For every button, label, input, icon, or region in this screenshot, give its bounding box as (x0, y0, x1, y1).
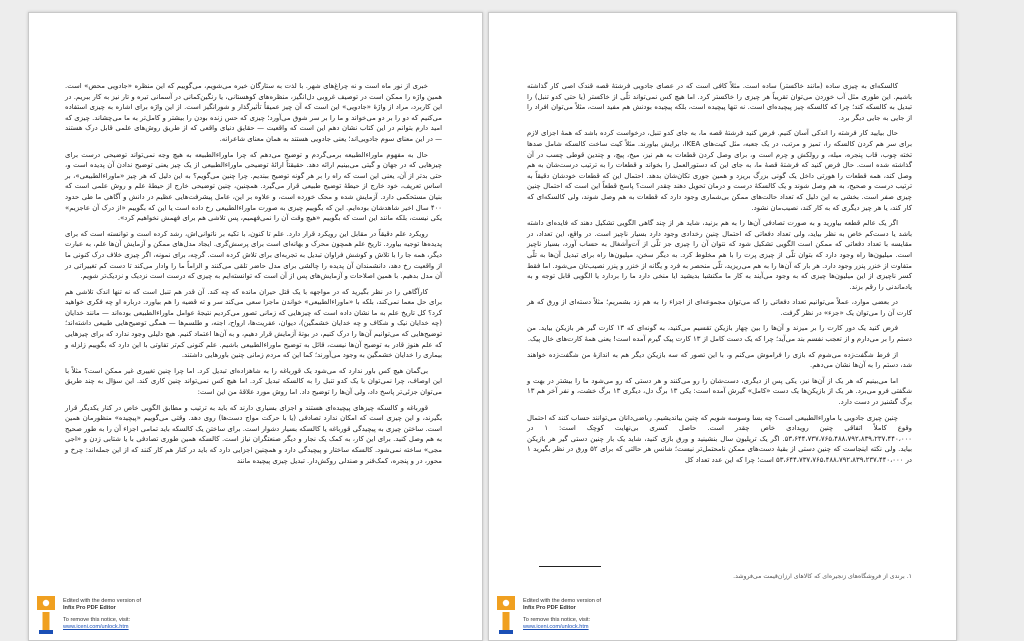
watermark-link[interactable]: www.iceni.com/unlock.htm (523, 624, 589, 630)
paragraph: قورباغه و کالسکه چیزهای پیچیده‌ای هستند و اجزای بسیاری دارند که باید به ترتیب و مطابق الگویی خاص در کنار یکدیگر قرار بگیرند، و این چیزی است که امکان ندارد تصادفی (یا با حرکت مواج دست‌ها) روی دهد. وقتی می‌گوییم «پیچیده» منظورمان همین است. ساختن چیزی به پیچیدگی قورباغه یا کالسکه بسیار دشوار است. برای ساختن یک کالسکه باید تمامی اجزاء آن را به طور صحیح به هم وصل کنید. برای این کار، به کمک یک نجار و دیگر صنعتگران نیاز است. کالسکه همین طوری تصادفی با یا شتابی زدن و «اجی مجی» ساخته نمی‌شود. کالسکه ساختار و پیچیدگی دارد و همچنین اجزایی دارد که باید در کنار هم کار کنند که از این جمله‌اند: چرخ و محور، در و پنجره، کمک‌فنر و صندلی روکش‌دار. تبدیل چیزی پیچیده مانند (65, 403, 442, 465)
paragraph: رویکرد علم دقیقاً در مقابل این رویکرد قرار دارد. علم تا کنون، با تکیه بر ناتوانی‌اش، رشد کرده است و توانسته است که برای پدیده‌ها توجیه بیاورد. تاریخ علم همچون محرک و بهانه‌ای است برای پرسش‌گری. ایجاد مدل‌های ممکن و آزمایش آن‌ها علم، به عبارت دیگر، همه جا را با تلاش و کوشش فراوان تبدیل به تجربه‌ای برای تلاش کرده است. گرچه، برای نمونه، اگر چیزی خلاف درک کنونی ما از واقعیت رخ دهد، دانشمندان آن پدیده را چالشی برای مدل حاضر تلقی می‌کنند و الزاماً ما را وادار می‌کند تا دست کم تغییراتی در آن مدل بدهیم. با همین اصلاحات و آزمایش‌های پس از آن است که توانسته‌ایم به چیزی که درست است نزدیک و نزدیک‌تر شویم. (65, 229, 442, 281)
demo-watermark (33, 592, 203, 636)
infix-logo-icon (33, 592, 59, 636)
paragraph: حال به مفهوم ماوراءالطبیعه برمی‌گردم و توضیح می‌دهم که چرا ماوراءالطبیعه به هیچ وجه نمی‌تواند توضیحی درست برای چیزهایی که در جهان و گیتی می‌بینیم ارائه دهد. حقیقتاً ارائهٔ توضیحی ماوراءالطبیعی از یک چیز یعنی توضیح ندادن آن پدیده است و، حتی بدتر از آن، یعنی این است که راه را بر هر گونه توضیح ببندیم. چرا چنین می‌گویم؟ به این دلیل که هر چیز «ماوراءالطبیعی»، بر اساس تعریف، خود خارج از حیطهٔ توضیح طبیعی قرار می‌گیرد. همچنین، چنین توضیحی خارج از حیطهٔ علم و روش علمی است که بنیان مستحکمی دارد. آزمایش شده و محک خورده است، و علاوه بر این، عامل پیشرفت‌هایی عظیم در دانش و آگاهی ما طی حدود ۴۰۰ سال اخیر شاهدشان بوده‌ایم. این که بگوییم چیزی به صورت ماوراءالطبیعی رخ داده است یا این که بگوییم «از درک آن عاجزیم» یکی نیست، بلکه مانند این است که بگوییم «هیچ وقت آن را نمی‌فهمیم، پس تلاشی هم برای فهمش نخواهیم کرد». (65, 150, 442, 223)
watermark-line: Edited with the demo version of (523, 598, 602, 604)
watermark-product: Infix Pro PDF Editor (63, 605, 116, 611)
footnote-divider (539, 566, 601, 567)
paragraph: در بعضی موارد، عملاً می‌توانیم تعداد دفعاتی را که می‌توان مجموعه‌ای از اجزاء را به هم زد بشمریم؛ مثلاً دسته‌ای از ورق که هر کارت آن را می‌توان یک «جزء» در نظر گرفت. (527, 298, 912, 317)
page-body (527, 81, 912, 471)
left-page (28, 12, 483, 641)
paragraph: کالسکه‌ای به چیزی ساده (مانند خاکستر) ساده است. مثلاً کافی است که در عصای جادویی فرشتهٔ قصه قندک اصی کار گذاشته باشیم. این طوری مثل آب خوردن می‌توان تقریباً هر چیزی را خاکستر کرد. اما هیچ کس نمی‌تواند تلّی از خاکستر (یا حتی کدو تنبل) را تبدیل به کالسکه کند؛ چرا که کالسکه چیز پیچیده‌ای است. نه تنها پیچیده است، بلکه پیچیده بودنش هم مفید است، مثلاً می‌توان افراد را از جایی به جایی دیگر برد. (527, 82, 912, 122)
paragraph: از فرط شگفت‌زده می‌شوم که بازی را فراموش می‌کنم و، با این تصور که سه بازیکن دیگر هم به اندازهٔ من شگفت‌زده خواهند شد، دستم را به آن‌ها نشان می‌دهم. (527, 350, 912, 370)
watermark-link[interactable]: www.iceni.com/unlock.htm (63, 624, 129, 630)
paragraph: اما می‌بینیم که هر یک از آن‌ها نیز، یکی پس از دیگری، دست‌شان را رو می‌کنند و هر دستی که رو می‌شود ما را بیشتر در بهت و شگفتی فرو می‌برد. هر یک از بازیکن‌ها یک دست «کامل» گیرش آمده است: یکی ۱۳ برگ دل، دیگری ۱۳ برگ خشت، و نفر آخر هم ۱۳ برگ گشنیز در دست دارد. (527, 376, 912, 407)
paragraph: کارآگاهی را در نظر بگیرید که در مواجهه با یک قتل حیران مانده که چه کند. آن قدر هم تنبل است که نه تنها اندک تلاشی هم برای حل معما نمی‌کند، بلکه با «ماوراءالطبیعی» خواندن ماجرا سعی می‌کند سر و ته قضیه را هم بیاورد. درباره او چه فکری خواهید کرد؟ کل تاریخ علم به ما نشان داده است که چیزهایی که زمانی تصور می‌کردیم نتیجهٔ عوامل ماوراءالطبیعی بوده‌اند — مانند خدایان (چه خدایان نیک و شکاف و چه خدایان خشمگین)، دیوان، عفریت‌ها، ارواح، اجنه، و طلسم‌ها — همگی توضیح‌هایی طبیعی داشته‌اند؛ توضیح‌هایی که می‌توانیم آن‌ها را درک کنیم، در بوتهٔ آزمایش قرار دهیم، و به آن‌ها اعتماد کنیم. هیچ دلیلی وجود ندارد که برای چیزهایی که علم هنوز قادر به توضیح آن‌ها نیست، قائل به توضیح ماوراءالطبیعی باشیم. علم کنونی کم‌تر تفاوتی با این دارد که بگوییم زلزله و بیماری را خدایان خشمگین به وجود می‌آورند؛ کما این که مردم زمانی چنین باورهایی داشتند. (65, 287, 442, 360)
watermark-text (523, 598, 601, 631)
paragraph: اگر یک عالم قطعه بیاورید و به صورت تصادفی آن‌ها را به هم بزنید، شاید هر از چند گاهی الگویی تشکیل دهند که فایده‌ای داشته باشد یا دست‌کم خاص به نظر بیاید، ولی تعداد دفعاتی که احتمال چنین رخدادی وجود دارد بسیار ناچیز است. در واقع، این تعداد، در مقایسه با تعداد دفعاتی که ممکن است الگویی تشکیل شود که نتوان آن را چیزی جز تلّی از آت‌وآشغال به حساب آورد، بسیار ناچیز است. میلیون‌ها راه وجود دارد که بتوان تلّی از چیزی پرت را با هم مخلوط کرد. به دیگر سخن، میلیون‌ها راه برای تبدیل آن‌ها به تلّی متفاوت از خنزر پنزر وجود دارد. هر بار که آن‌ها را به هم می‌ریزید، تلّی منحصر به فرد و یگانه از خنزر و پنزر نصیب‌تان می‌شود. اما فقط کسر ناچیزی از این میلیون‌ها چیزی که به وجود می‌آیند به کار ما مکتشبا بدیشید ایا منخی دارد ما را بردارد یا الگویی قابل توجه و به یادماندنی را رقم بزند. (527, 219, 912, 291)
footnote: ۱. برندی از فروشگاه‌های زنجیره‌ای که کالاهای ارزان‌قیمت می‌فروشد. (733, 573, 912, 580)
watermark-text (63, 598, 141, 631)
watermark-line: To remove this notice, visit: (63, 617, 131, 623)
watermark-line: To remove this notice, visit: (523, 617, 591, 623)
watermark-product: Infix Pro PDF Editor (523, 605, 576, 611)
demo-watermark (493, 592, 663, 636)
infix-logo-icon (493, 592, 519, 636)
right-page (488, 12, 957, 641)
paragraph: فرض کنید یک دور کارت را بر میزند و آن‌ها را بین چهار بازیکن تقسیم می‌کنید، به گونه‌ای که ۱۳ کارت گیر هر بازیکن بیاید. من دستم را بر می‌دارم و از تعجب نفسم بند می‌آید؛ چرا که یک دست کامل از ۱۳ کارت پیک گیرم آمده است! یعنی همهٔ کارت‌های خال پیک. (527, 324, 912, 344)
paragraph: چنین چیزی جادویی یا ماوراءالطبیعی است؟ چه بسا وسوسه شویم که چنین بیاندیشیم. ریاضی‌دانان می‌توانند حساب کنند که احتمال وقوع کاملاً اتفاقی چنین رویدادی خاص چقدر است. حاصل کسری بی‌نهایت کوچک است: ۱ در ۵۳،۶۴۴،۷۳۷،۷۶۵،۴۸۸،۷۹۲،۸۳۹،۲۳۷،۴۴۰،۰۰۰. اگر یک تریلیون سال بنشینید و ورق بازی کنید، شاید یک بار چنین دستی گیر هر بازیکن بیاید. ولی نکته اینجاست که چنین دستی از بقیهٔ دست‌های ممکن نامحتمل‌تر نیست؛ شانس هر حالتی که برای ۵۲ ورق در نظر بگیرید ۱ در ۵۳،۶۴۴،۷۳۷،۷۶۵،۴۸۸،۷۹۲،۸۳۹،۲۳۷،۴۴۰،۰۰۰ است؛ چرا که این عدد تعداد کل (527, 413, 912, 464)
page-body (65, 81, 442, 471)
watermark-line: Edited with the demo version of (63, 598, 142, 604)
paragraph: حال بیایید کار فرشته را اندکی آسان کنیم. فرض کنید فرشتهٔ قصه ما، به جای کدو تنبل، درخواست کرده باشد که همهٔ اجزای لازم برای سر هم کردن کالسکه را، تمیز و مرتب، در یک جعبه، مثل کیت‌های IKEA، برایش بیاورند. مثلاً کیت ساخت کالسکه شامل صدها تخته چوب، قاب پنجره، میله، و رولکش و چرم است و، برای وصل کردن قطعات به هم نیز، میخ، پیچ، و چندین قوطی چسب در آن گذاشته شده است. حال فرض کنید که فرشتهٔ قصهٔ ما، به جای این که دستورالعمل را بخواند و قطعات را به ترتیب درست‌شان به هم وصل کند، همه قطعات را هورتی داخل یک گونی بزرگ بریزد و همین جوری تکان‌شان بدهد. احتمال این که قطعات خودشان دقیقاً به ترتیب درست و صحیح، به هم وصل شوند و یک کالسکهٔ درست و درمان تحویل دهند چقدر است؟ پاسخ قطعاً این است که احتمال چنین چیزی صفر است. بخشی به این دلیل که تعداد حالت‌های ممکن بی‌شماری وجود دارد که قطعات به هم وصل شوند، ولی کالسکه‌ای که کار کند، یا هر چیز دیگری که به کار کند، نصیب‌مان نشود. (527, 129, 913, 212)
paragraph: خبری از نور ماه است و نه چراغ‌های شهر. با لذت به ستارگان خیره می‌شویم، می‌گوییم که این منظره «جادویی محض» است. همین واژه را ممکن است در توصیف غروبی دل‌انگیز، منظره‌های کوهستانی، یا رنگین‌کمانی در آسمانی تیره و تار نیز به کار ببریم. در این کاربرد، مراد از واژهٔ «جادویی» این است که آن چیز عمیقاً تأثیرگذار و شورانگیز است. از این واژه برای اشاره به چیزی استفاده می‌کنیم که دو را بر دو می‌خواند و ما را بر سر شوق می‌آورد؛ چیزی که حس زنده بودن را بیشتر و کامل‌تر به ما می‌چشاند. چیزی که امید دارم بتوانم در این کتاب نشان دهم این است که واقعیت — حقایق دنیای واقعی که از طریق روش‌های علمی قابل درک هستند — در این معنای سوم جادویی‌اند؛ یعنی جادویی هستند به همان معنای شاعرانه. (65, 82, 442, 143)
paragraph: بی‌گمان هیچ کس باور ندارد که می‌شود یک قورباغه را به شاهزاده‌ای تبدیل کرد. اما چرا چنین تغییری غیر ممکن است؟ مثلاً با این اوصاف، چرا نمی‌توان با یک کدو تنبل را به کالسکه تبدیل کرد. اما هیچ کس نمی‌تواند چنین کاری کند. این سؤال به چند طریق می‌توان جزئی‌تر پاسخ داد، ولی آن‌ها را توضیح داد. اما روش مورد علاقهٔ من این است: (65, 366, 442, 397)
